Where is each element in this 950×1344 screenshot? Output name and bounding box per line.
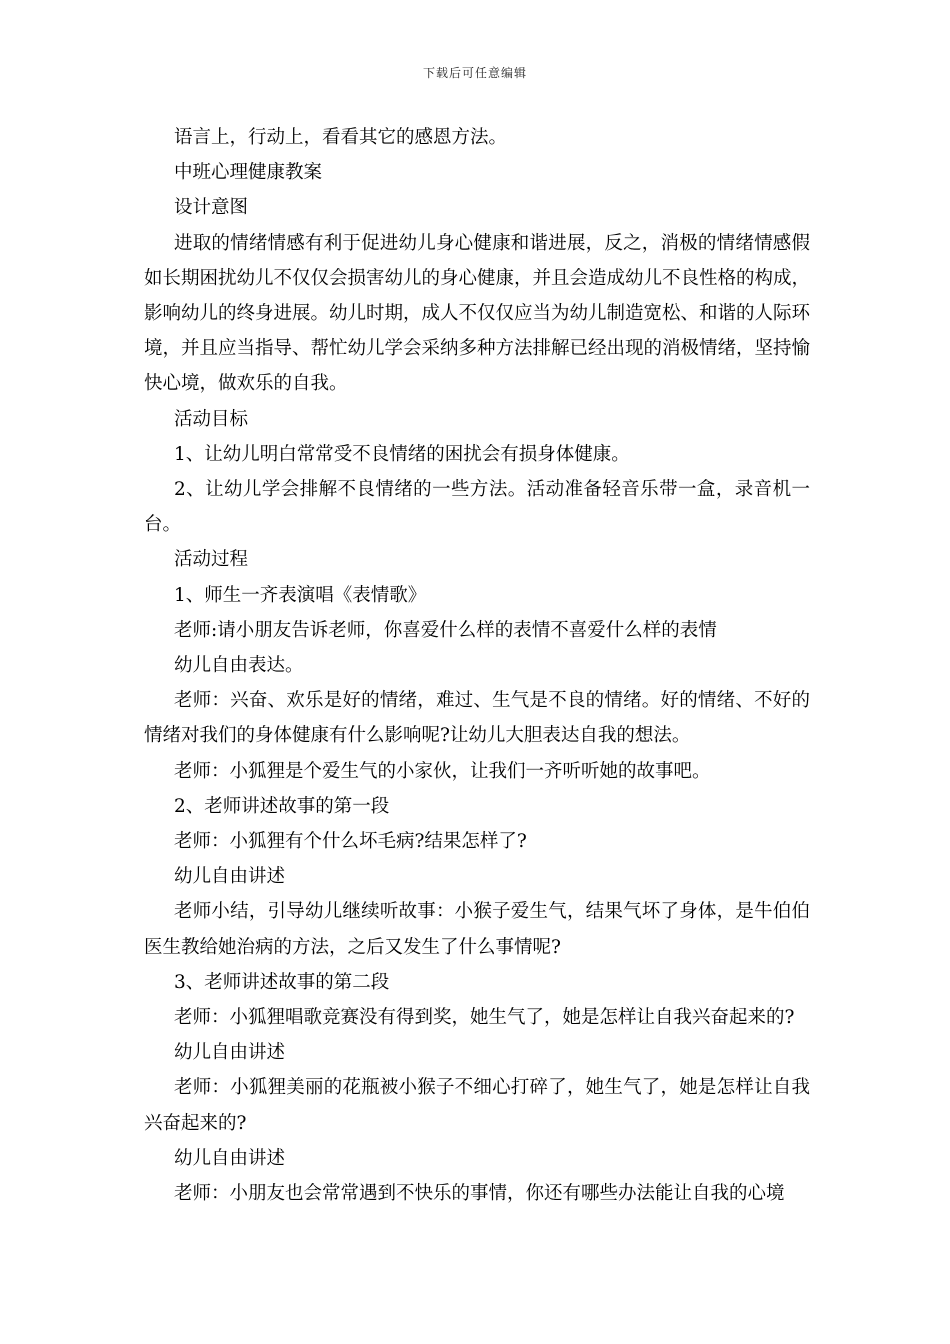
section-heading-goals: 活动目标 — [174, 408, 249, 430]
section-heading-design-intent: 设计意图 — [174, 197, 249, 219]
process-step-2: 2、老师讲述故事的第一段 — [174, 795, 390, 817]
paragraph-teacher-unhappy-things: 老师：小朋友也会常常遇到不快乐的事情，你还有哪些办法能让自我的心境 — [174, 1183, 785, 1205]
paragraph-design-intent: 进取的情绪情感有利于促进幼儿身心健康和谐进展，反之，消极的情绪情感假如长期困扰幼儿不仅仅会损害幼儿的身心健康，并且会造成幼儿不良性格的构成，影响幼儿的终身进展。幼儿时期，成人不仅仅应当为幼儿制造宽松、和谐的人际环境，并且应当指导、帮忙幼儿学会采纳多种方法排解已经出现的消极情绪，坚持愉快心境，做欢乐的自我。 — [144, 232, 811, 395]
paragraph-teacher-vase: 老师：小狐狸美丽的花瓶被小猴子不细心打碎了，她生气了，她是怎样让自我兴奋起来的? — [144, 1077, 810, 1134]
section-heading-process: 活动过程 — [174, 549, 249, 571]
goal-item-1: 1、让幼儿明白常常受不良情绪的困扰会有损身体健康。 — [174, 443, 630, 465]
process-step-1: 1、师生一齐表演唱《表情歌》 — [174, 584, 427, 606]
paragraph-teacher-fox-intro: 老师：小狐狸是个爱生气的小家伙，让我们一齐听听她的故事吧。 — [174, 760, 711, 782]
paragraph-teacher-singing-contest: 老师：小狐狸唱歌竞赛没有得到奖，她生气了，她是怎样让自我兴奋起来的? — [174, 1007, 795, 1029]
paragraph-teacher-question: 老师:请小朋友告诉老师，你喜爱什么样的表情不喜爱什么样的表情 — [174, 619, 717, 641]
paragraph-children-narrate-3: 幼儿自由讲述 — [174, 1147, 286, 1169]
paragraph-teacher-emotions: 老师：兴奋、欢乐是好的情绪，难过、生气是不良的情绪。好的情绪、不好的情绪对我们的身体健康有什么影响呢?让幼儿大胆表达自我的想法。 — [144, 690, 810, 747]
lesson-title: 中班心理健康教案 — [174, 162, 323, 184]
process-step-3: 3、老师讲述故事的第二段 — [174, 971, 390, 993]
paragraph-teacher-summary: 老师小结，引导幼儿继续听故事：小猴子爱生气，结果气坏了身体，是牛伯伯医生教给她治病的方法，之后又发生了什么事情呢? — [144, 901, 810, 958]
paragraph-children-express: 幼儿自由表达。 — [174, 655, 304, 677]
page-header: 下载后可任意编辑 — [422, 66, 527, 80]
goal-item-2: 2、让幼儿学会排解不良情绪的一些方法。活动准备轻音乐带一盒，录音机一台。 — [144, 479, 810, 536]
paragraph-children-narrate-1: 幼儿自由讲述 — [174, 866, 286, 888]
paragraph-children-narrate-2: 幼儿自由讲述 — [174, 1042, 286, 1064]
document-body — [144, 120, 810, 1211]
paragraph-teacher-fox-habit: 老师：小狐狸有个什么坏毛病?结果怎样了? — [174, 831, 527, 853]
paragraph-intro-line: 语言上，行动上，看看其它的感恩方法。 — [174, 127, 508, 148]
